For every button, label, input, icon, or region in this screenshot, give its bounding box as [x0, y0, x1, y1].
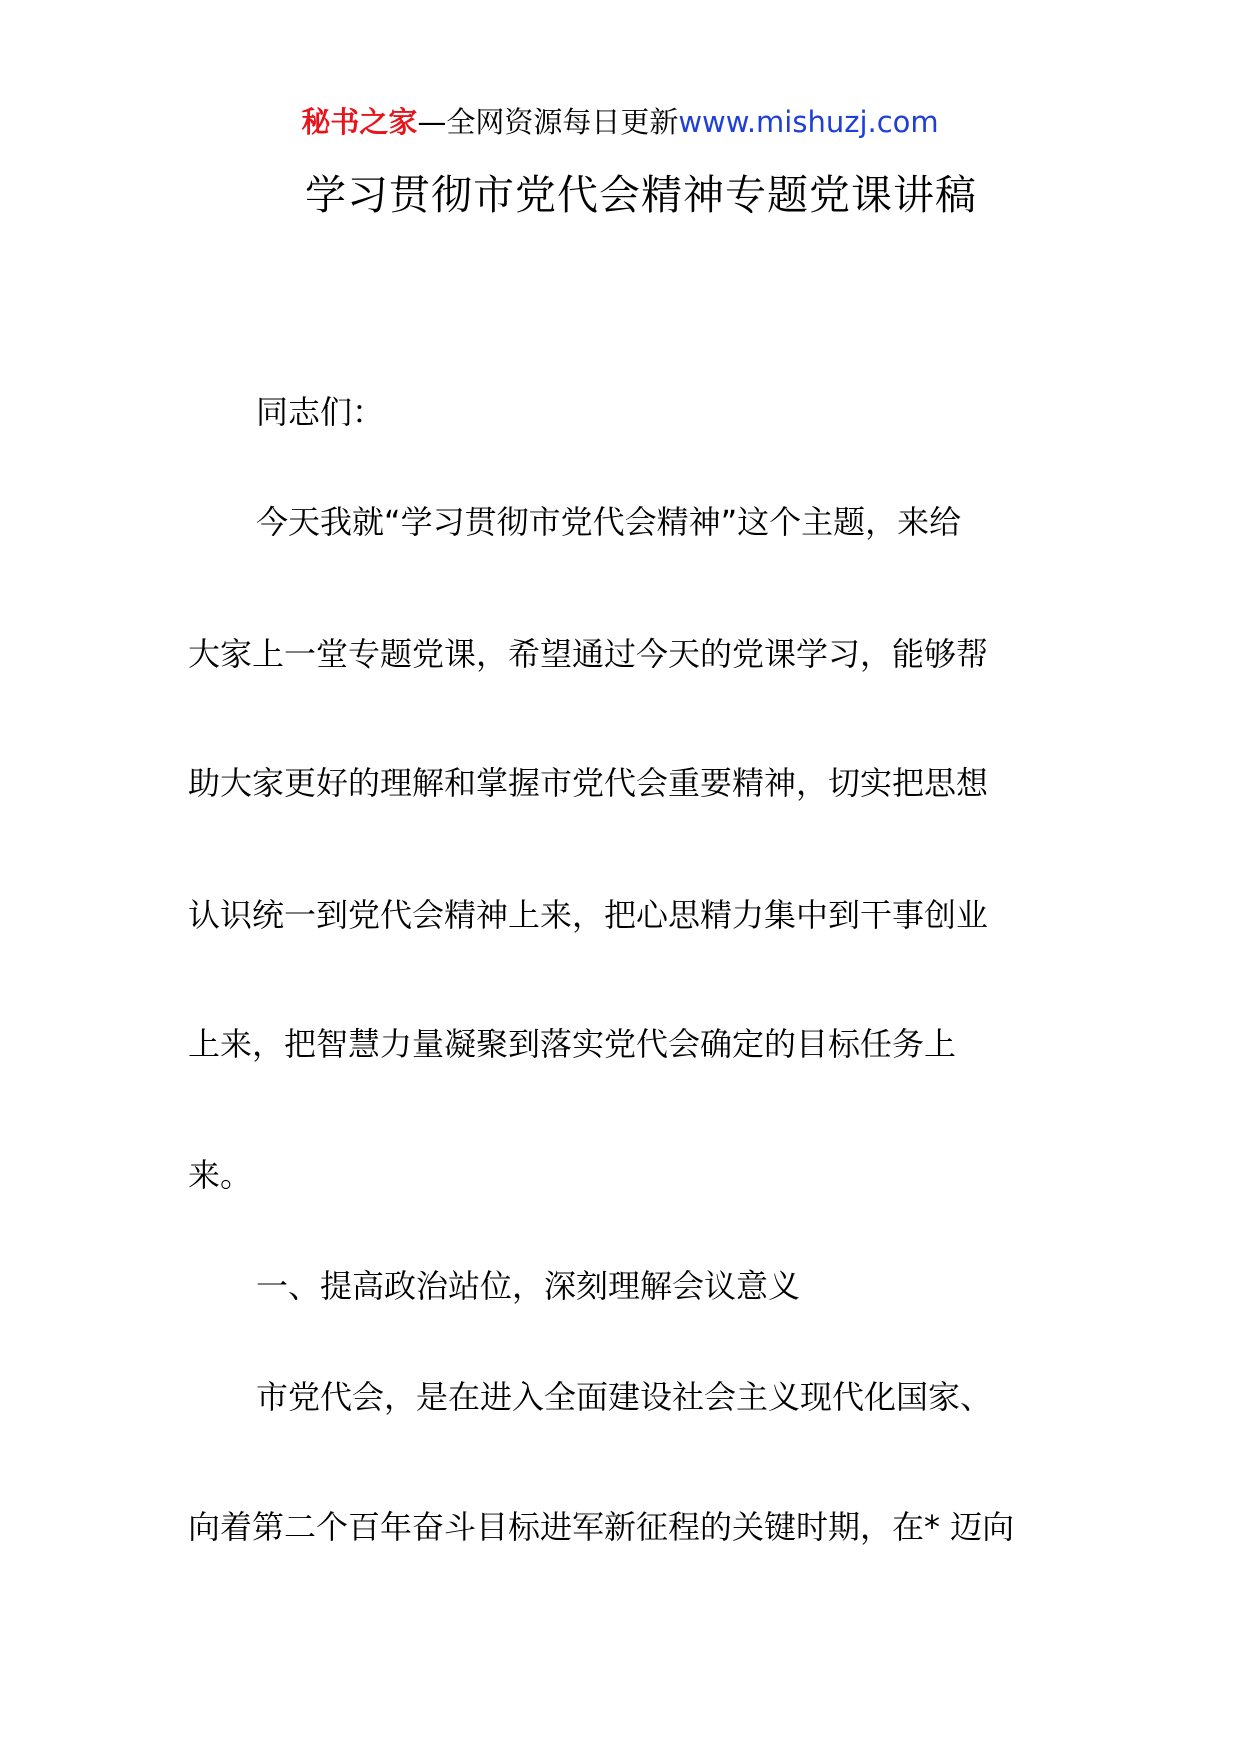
header-tagline: —全网资源每日更新 [417, 105, 679, 139]
body-text-line: 向着第二个百年奋斗目标进军新征程的关键时期，在* 迈向 [188, 1508, 1015, 1546]
body-text-line: 今天我就“学习贯彻市党代会精神”这个主题，来给 [256, 503, 962, 541]
body-text-line: 上来，把智慧力量凝聚到落实党代会确定的目标任务上 [188, 1025, 957, 1063]
body-text-line: 助大家更好的理解和掌握市党代会重要精神，切实把思想 [188, 764, 989, 802]
brand-name: 秘书之家 [301, 105, 418, 139]
section-heading: 一、提高政治站位，深刻理解会议意义 [256, 1267, 801, 1305]
body-text-line: 来。 [188, 1156, 253, 1194]
salutation-line: 同志们： [256, 393, 385, 431]
document-title: 学习贯彻市党代会精神专题党课讲稿 [305, 171, 977, 219]
body-text-line: 大家上一堂专题党课，希望通过今天的党课学习，能够帮 [188, 635, 989, 673]
body-text-line: 认识统一到党代会精神上来，把心思精力集中到干事创业 [188, 896, 989, 934]
watermark-header [0, 102, 1240, 142]
body-text-line: 市党代会，是在进入全面建设社会主义现代化国家、 [256, 1378, 993, 1416]
site-url-link[interactable]: www.mishuzj.com [678, 105, 939, 139]
